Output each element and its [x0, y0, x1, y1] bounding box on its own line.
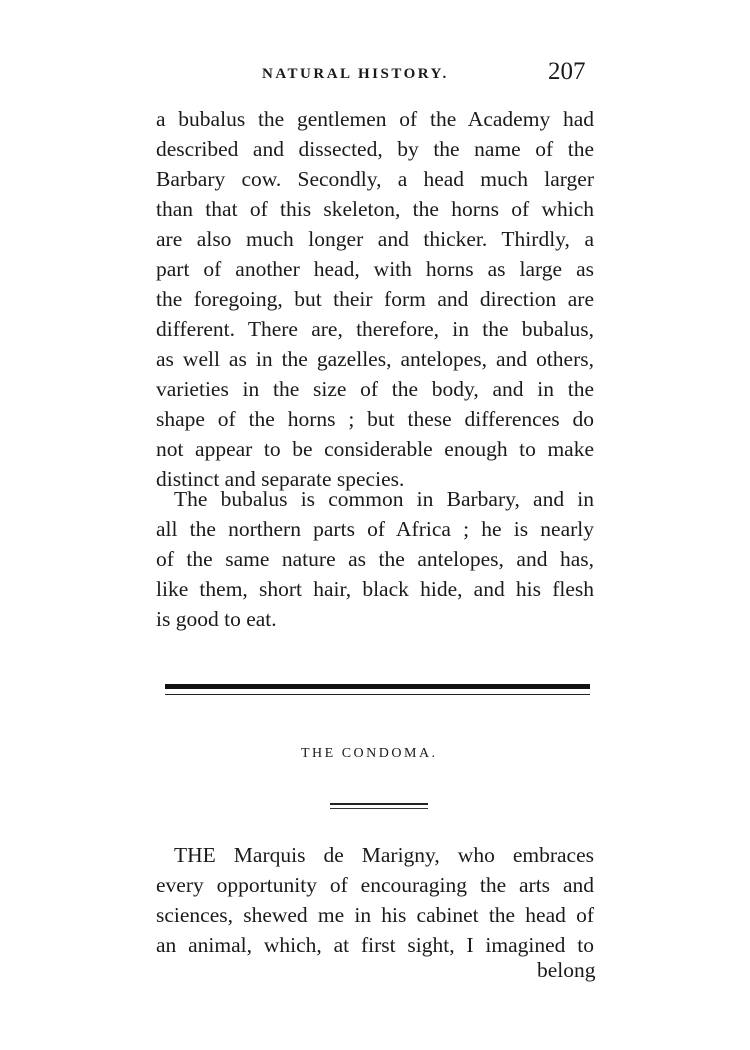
paragraph-bubalus-habitat [156, 484, 594, 634]
text-line: like them, short hair, black hide, and his flesh [156, 577, 594, 601]
text-line: are also much longer and thicker. Thirdly, a [156, 227, 594, 251]
text-line: of the same nature as the antelopes, and has, [156, 547, 594, 571]
text-line: all the northern parts of Africa ; he is nearly [156, 517, 594, 541]
text-line: described and dissected, by the name of the [156, 137, 594, 161]
text-line: The bubalus is common in Barbary, and in [174, 487, 594, 511]
text-line: sciences, shewed me in his cabinet the head of [156, 903, 594, 927]
section-title: THE CONDOMA. [301, 746, 438, 761]
running-head: NATURAL HISTORY. [262, 66, 449, 82]
text-line: different. There are, therefore, in the bubalus, [156, 317, 594, 341]
text-line: Barbary cow. Secondly, a head much larger [156, 167, 594, 191]
text-line: shape of the horns ; but these differences do [156, 407, 594, 431]
text-line: an animal, which, at first sight, I imagined to [156, 933, 594, 957]
text-line: THE Marquis de Marigny, who embraces [174, 843, 594, 867]
text-line: distinct and separate species. [156, 467, 405, 491]
title-rule [330, 803, 428, 805]
section-divider-thick [165, 684, 590, 689]
text-line: varieties in the size of the body, and in the [156, 377, 594, 401]
catchword: belong [537, 958, 596, 982]
text-line: not appear to be considerable enough to make [156, 437, 594, 461]
paragraph-condoma [156, 840, 594, 960]
paragraph-continued [156, 104, 594, 494]
text-line: a bubalus the gentlemen of the Academy had [156, 107, 594, 131]
text-line: every opportunity of encouraging the arts and [156, 873, 594, 897]
section-divider-thin [165, 694, 590, 695]
text-line: part of another head, with horns as large as [156, 257, 594, 281]
text-line: as well as in the gazelles, antelopes, and others, [156, 347, 594, 371]
text-line: is good to eat. [156, 607, 277, 631]
text-line: the foregoing, but their form and direction are [156, 287, 594, 311]
text-line: than that of this skeleton, the horns of which [156, 197, 594, 221]
page-number: 207 [548, 58, 586, 85]
title-rule-thin [330, 808, 428, 809]
